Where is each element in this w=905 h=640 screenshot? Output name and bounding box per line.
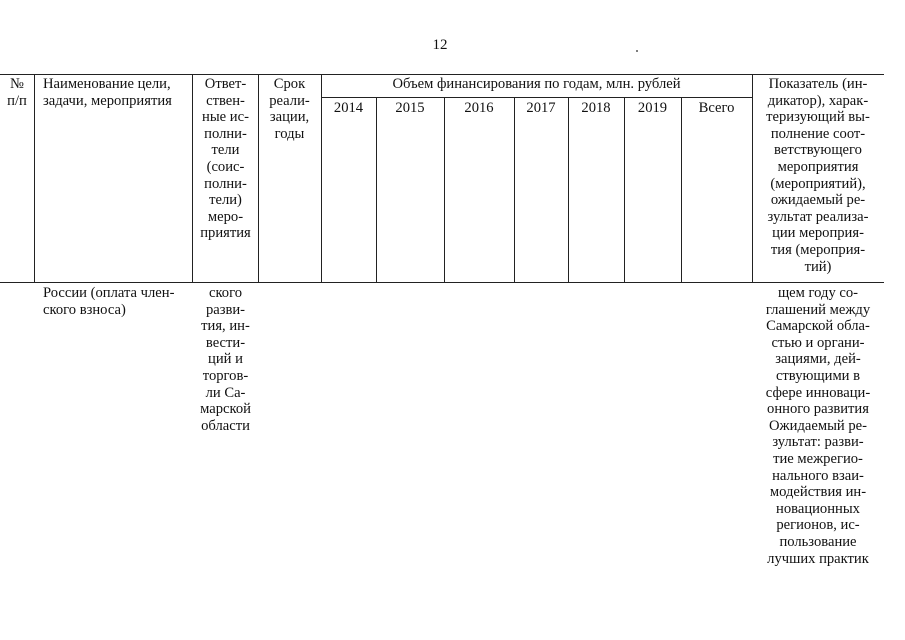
- header-indicator: Показатель (ин- дикатор), харак- теризующий вы- полнение соот- ветствующего мероприятия (мероприятий), ожидаемый ре- зультат реализа- ции мероприя- тия (мероприя- тий): [766, 76, 870, 275]
- year-column-divider: [568, 97, 569, 282]
- header-year-2015: 2015: [395, 100, 425, 116]
- header-total: Всего: [698, 100, 735, 116]
- header-year-2017: 2017: [526, 100, 556, 116]
- header-year-2014: 2014: [333, 100, 364, 116]
- year-column-divider: [624, 97, 625, 282]
- header-year-2016: 2016: [464, 100, 494, 116]
- year-column-divider: [681, 97, 682, 282]
- year-column-divider: [444, 97, 445, 282]
- header-responsible: Ответ- ствен- ные ис- полни- тели (соис- полни- тели) меро- приятия: [200, 76, 251, 242]
- page-number: 12: [432, 37, 448, 53]
- row-name: России (оплата член- ского взноса): [43, 285, 175, 318]
- column-divider: [34, 74, 35, 282]
- row-indicator: щем году со- глашений между Самарской обла- стью и органи- зациями, дей- ствующими в сфере инноваци- онного развития Ожидаемый ре- зультат: разви- тие межрегио- нального взаи- модействия ин- новационных регионов, ис- пользование лучших практик: [765, 285, 871, 567]
- funding-subheader-line: [321, 97, 752, 98]
- row-responsible: ского разви- тия, ин- вести- ций и торгов- ли Са- марской области: [200, 285, 251, 434]
- header-term: Срок реали- зации, годы: [269, 76, 310, 142]
- header-bottom-border: [0, 282, 884, 283]
- header-year-2019: 2019: [637, 100, 668, 116]
- year-column-divider: [376, 97, 377, 282]
- scan-speck: [636, 50, 638, 52]
- header-funding: Объем финансирования по годам, млн. рублей: [392, 76, 681, 92]
- header-number: № п/п: [7, 76, 27, 109]
- header-name: Наименование цели, задачи, мероприятия: [43, 76, 172, 109]
- year-column-divider: [514, 97, 515, 282]
- header-year-2018: 2018: [581, 100, 611, 116]
